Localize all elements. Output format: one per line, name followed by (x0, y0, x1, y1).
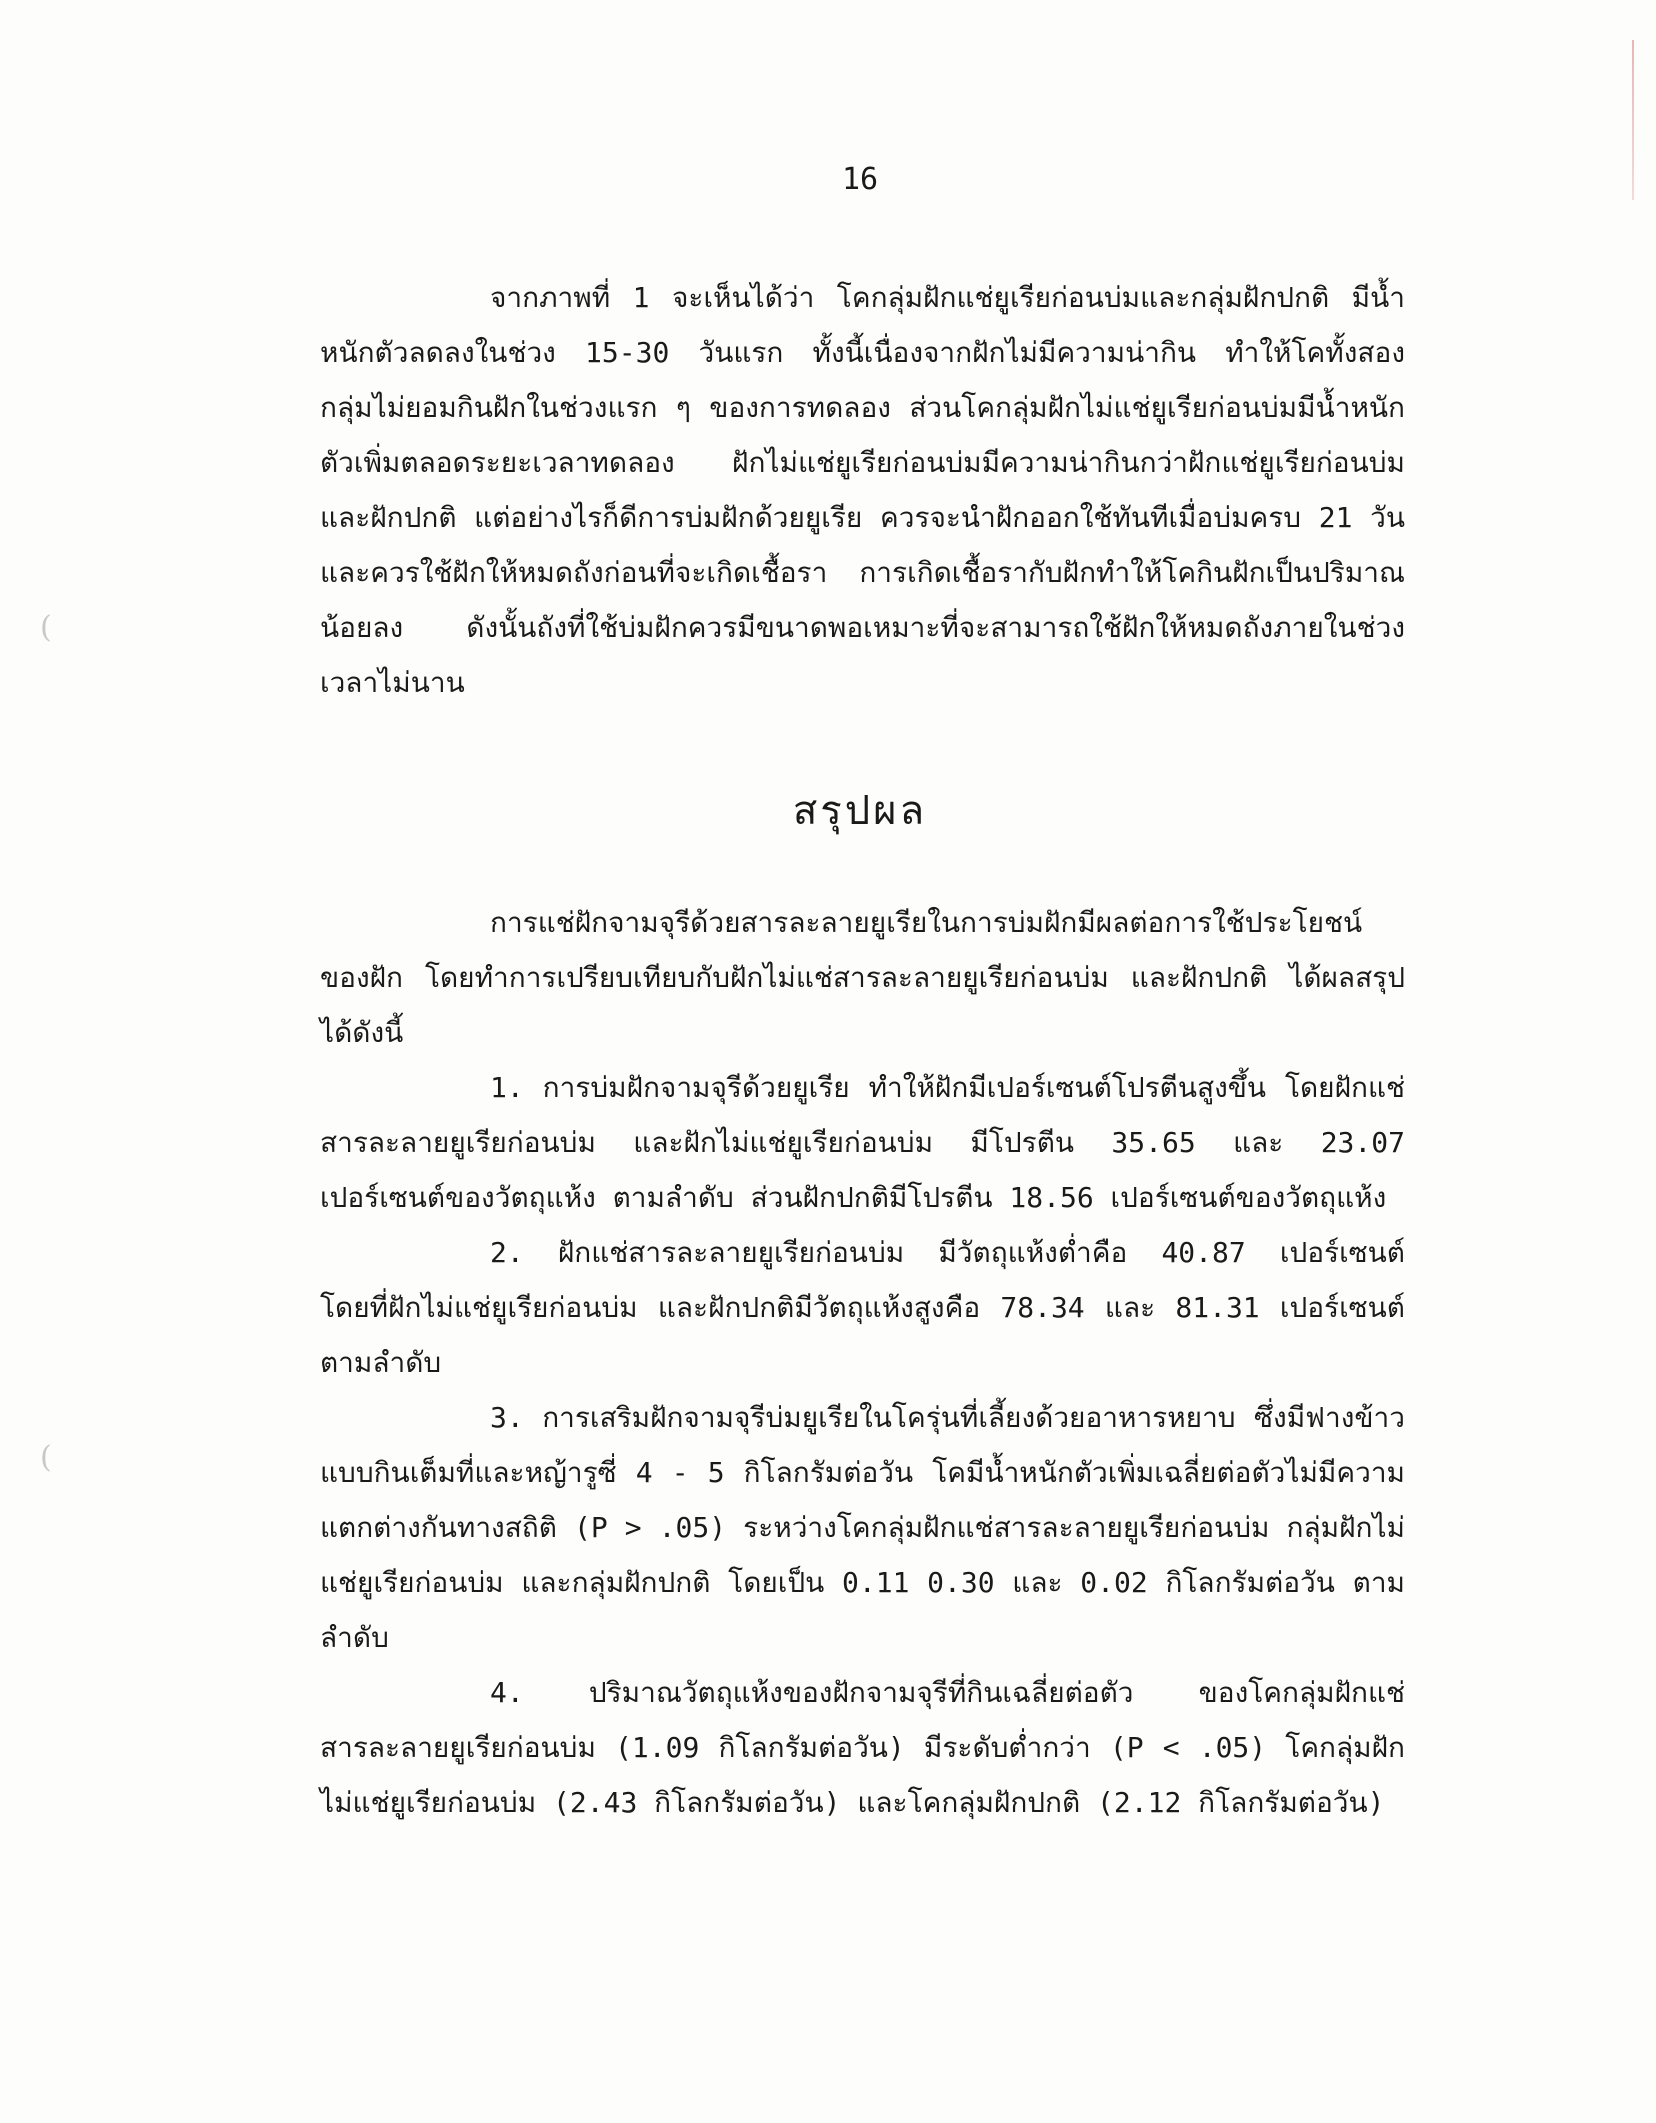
page-number: 16 (841, 162, 879, 197)
paragraph: จากภาพที่ 1 จะเห็นได้ว่า โคกลุ่มฝักแช่ยูเรียก่อนบ่มและกลุ่มฝักปกติ มีน้ำหนักตัวลดลงในช่วง 15-30 วันแรก ทั้งนี้เนื่องจากฝักไม่มีความน่ากิน ทำให้โคทั้งสองกลุ่มไม่ยอมกินฝักในช่วงแรก ๆ ของการทดลอง ส่วนโคกลุ่มฝักไม่แช่ยูเรียก่อนบ่มมีน้ำหนักตัวเพิ่มตลอดระยะเวลาทดลอง ฝักไม่แช่ยูเรียก่อนบ่มมีความน่ากินกว่าฝักแช่ยูเรียก่อนบ่มและฝักปกติ แต่อย่างไรก็ดีการบ่มฝักด้วยยูเรีย ควรจะนำฝักออกใช้ทันทีเมื่อบ่มครบ 21 วัน และควรใช้ฝักให้หมดถังก่อนที่จะเกิดเชื้อรา การเกิดเชื้อรากับฝักทำให้โคกินฝักเป็นปริมาณน้อยลง ดังนั้นถังที่ใช้บ่มฝักควรมีขนาดพอเหมาะที่จะสามารถใช้ฝักให้หมดถังภายในช่วงเวลาไม่นาน (320, 281, 1405, 699)
body-text (320, 270, 1405, 710)
margin-speck: ( (40, 1440, 52, 1475)
section-heading: สรุปผล (792, 788, 928, 834)
conclusion-text (320, 895, 1405, 1830)
conclusion-item: 4. ปริมาณวัตถุแห้งของฝักจามจุรีที่กินเฉลี่ยต่อตัว ของโคกลุ่มฝักแช่สารละลายยูเรียก่อนบ่ม (1.09 กิโลกรัมต่อวัน) มีระดับต่ำกว่า (P < .05) โคกลุ่มฝักไม่แช่ยูเรียก่อนบ่ม (2.43 กิโลกรัมต่อวัน) และโคกลุ่มฝักปกติ (2.12 กิโลกรัมต่อวัน) (320, 1676, 1405, 1819)
conclusion-intro: การแช่ฝักจามจุรีด้วยสารละลายยูเรียในการบ่มฝักมีผลต่อการใช้ประโยชน์ของฝัก โดยทำการเปรียบเทียบกับฝักไม่แช่สารละลายยูเรียก่อนบ่ม และฝักปกติ ได้ผลสรุปได้ดังนี้ (320, 906, 1405, 1049)
conclusion-item: 2. ฝักแช่สารละลายยูเรียก่อนบ่ม มีวัตถุแห้งต่ำคือ 40.87 เปอร์เซนต์ โดยที่ฝักไม่แช่ยูเรียก่อนบ่ม และฝักปกติมีวัตถุแห้งสูงคือ 78.34 และ 81.31 เปอร์เซนต์ ตามลำดับ (320, 1236, 1405, 1379)
margin-speck: ( (40, 610, 52, 645)
conclusion-item: 3. การเสริมฝักจามจุรีบ่มยูเรียในโครุ่นที่เลี้ยงด้วยอาหารหยาบ ซึ่งมีฟางข้าวแบบกินเต็มที่และหญ้ารูซี่ 4 - 5 กิโลกรัมต่อวัน โคมีน้ำหนักตัวเพิ่มเฉลี่ยต่อตัวไม่มีความแตกต่างกันทางสถิติ (P > .05) ระหว่างโคกลุ่มฝักแช่สารละลายยูเรียก่อนบ่ม กลุ่มฝักไม่แช่ยูเรียก่อนบ่ม และกลุ่มฝักปกติ โดยเป็น 0.11 0.30 และ 0.02 กิโลกรัมต่อวัน ตามลำดับ (320, 1401, 1405, 1654)
conclusion-item: 1. การบ่มฝักจามจุรีด้วยยูเรีย ทำให้ฝักมีเปอร์เซนต์โปรตีนสูงขึ้น โดยฝักแช่สารละลายยูเรียก่อนบ่ม และฝักไม่แช่ยูเรียก่อนบ่ม มีโปรตีน 35.65 และ 23.07 เปอร์เซนต์ของวัตถุแห้ง ตามลำดับ ส่วนฝักปกติมีโปรตีน 18.56 เปอร์เซนต์ของวัตถุแห้ง (320, 1071, 1405, 1214)
